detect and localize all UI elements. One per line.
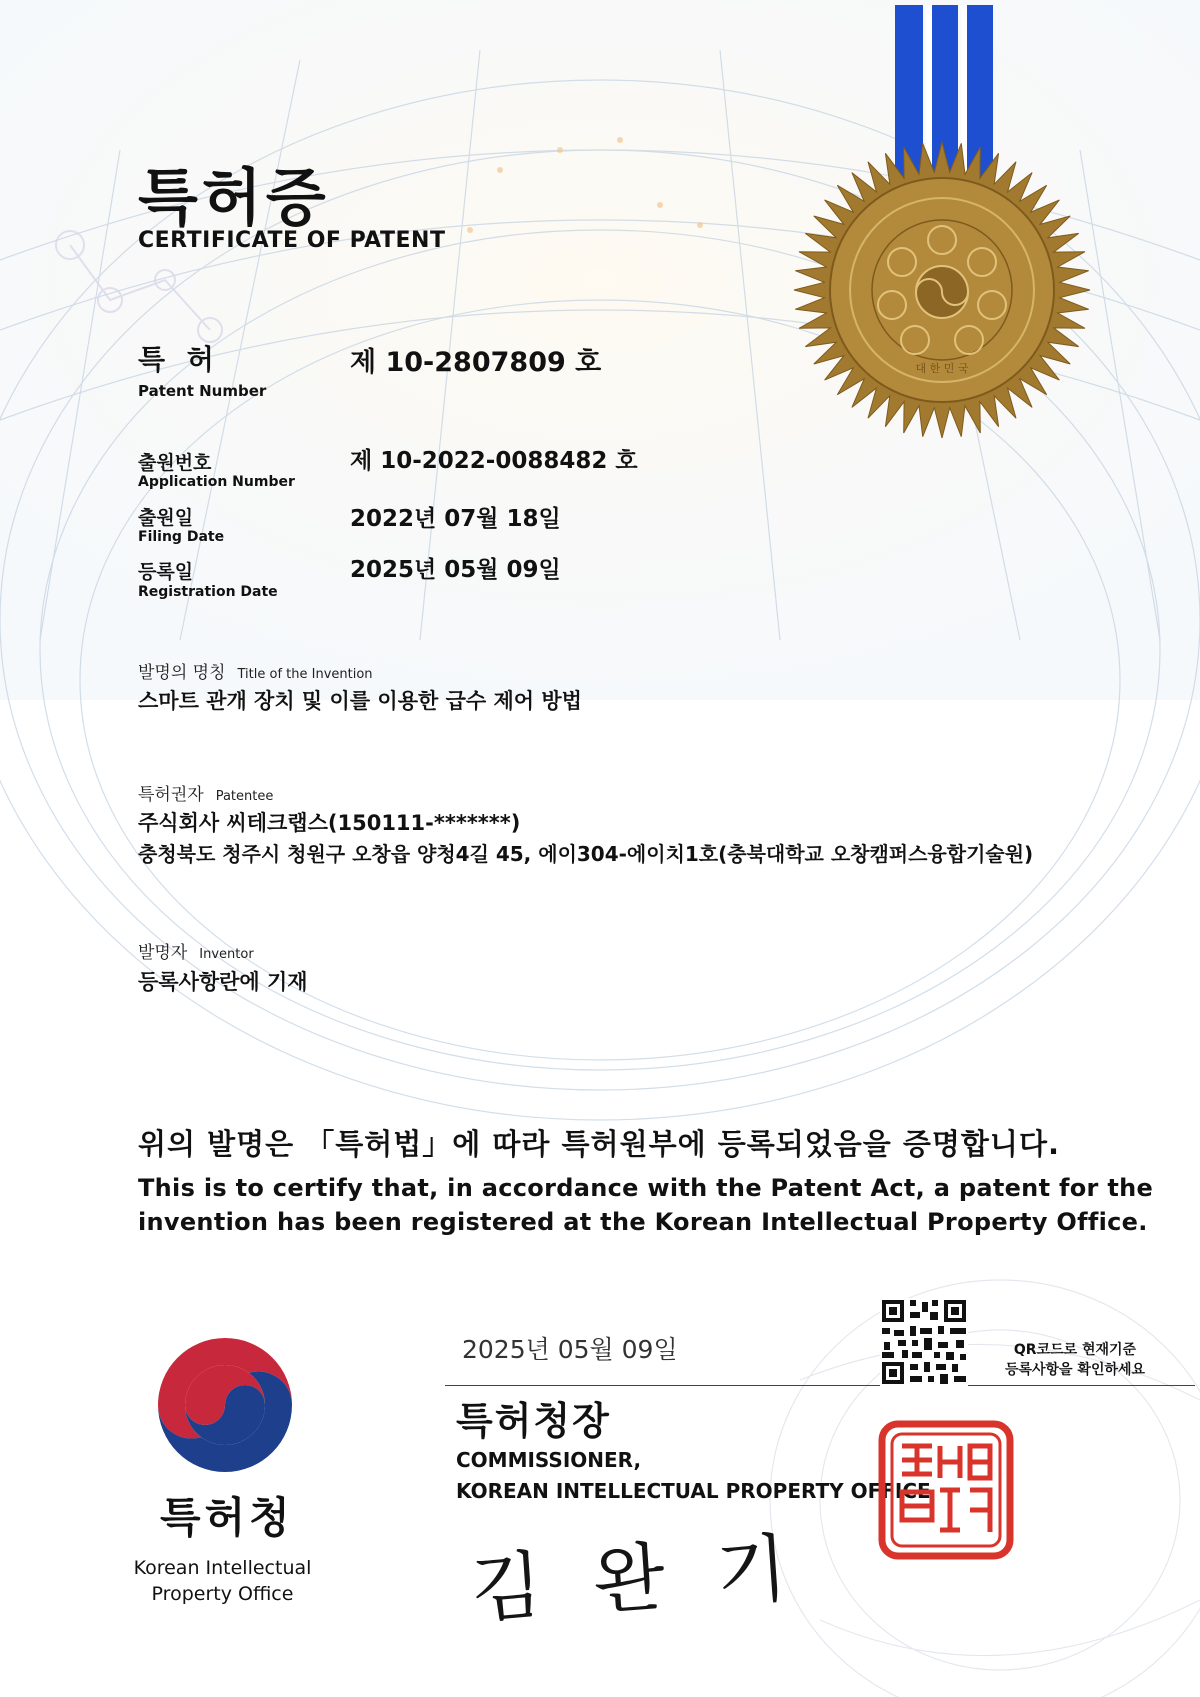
patentee-label-en: Patentee	[215, 789, 274, 804]
qr-instruction-line2: 등록사항을 확인하세요	[1004, 1362, 1146, 1378]
patentee-name: 주식회사 씨테크랩스(150111-*******)	[138, 811, 521, 835]
certificate-title-en: CERTIFICATE OF PATENT	[138, 228, 446, 253]
registration-date-value: 2025년 05월 09일	[350, 557, 561, 583]
taegeuk-logo-icon	[150, 1330, 300, 1480]
signature-divider	[445, 1385, 1195, 1386]
invention-title-value: 스마트 관개 장치 및 이를 이용한 급수 제어 방법	[138, 689, 582, 713]
inventor-label-ko: 발명자	[138, 943, 188, 963]
inventor-value: 등록사항란에 기재	[138, 970, 308, 994]
office-name-en	[120, 1555, 325, 1607]
application-number-label-en: Application Number	[138, 474, 295, 490]
patentee-label	[138, 780, 273, 805]
office-name-en-line1: Korean Intellectual	[133, 1557, 312, 1579]
inventor-label-en: Inventor	[199, 947, 254, 962]
patent-number-label-ko: 특 허	[138, 343, 220, 376]
qr-code-icon[interactable]	[880, 1298, 968, 1386]
official-stamp-icon	[878, 1420, 1014, 1560]
invention-title-label	[138, 658, 373, 683]
filing-date-label-ko: 출원일	[138, 507, 194, 529]
commissioner-signature: 김 완 기	[467, 1524, 805, 1634]
qr-instruction-line1: QR코드로 현재기준	[1013, 1342, 1137, 1358]
invention-title-label-en: Title of the Invention	[237, 667, 373, 682]
application-number-label-ko: 출원번호	[138, 452, 212, 474]
filing-date-value: 2022년 07월 18일	[350, 506, 561, 532]
commissioner-title-en-line1: COMMISSIONER,	[456, 1448, 642, 1472]
certification-text-en-line2: invention has been registered at the Korean Intellectual Property Office.	[138, 1208, 1148, 1236]
patent-number-value: 제 10-2807809 호	[350, 347, 602, 378]
certification-text-en-line1: This is to certify that, in accordance with the Patent Act, a patent for the	[138, 1174, 1154, 1202]
patent-number-label-en: Patent Number	[138, 382, 267, 400]
commissioner-title-en-line2: KOREAN INTELLECTUAL PROPERTY OFFICE	[456, 1479, 931, 1503]
certification-text-ko: 위의 발명은 「특허법」에 따라 특허원부에 등록되었음을 증명합니다.	[138, 1127, 1060, 1161]
certificate-title-ko: 특허증	[138, 161, 330, 234]
registration-date-label-ko: 등록일	[138, 561, 194, 583]
commissioner-title-ko: 특허청장	[456, 1399, 611, 1443]
application-number-value: 제 10-2022-0088482 호	[350, 448, 638, 474]
invention-title-label-ko: 발명의 명칭	[138, 663, 226, 683]
inventor-label	[138, 938, 254, 963]
office-name-en-line2: Property Office	[151, 1583, 294, 1605]
medal-inscription: 대 한 민 국	[915, 362, 969, 375]
registration-date-label-en: Registration Date	[138, 584, 278, 600]
qr-instruction	[975, 1340, 1175, 1380]
patentee-address: 충청북도 청주시 청원구 오창읍 양청4길 45, 에이304-에이치1호(충북대학교 오창캠퍼스융합기술원)	[138, 842, 1034, 866]
patentee-label-ko: 특허권자	[138, 785, 204, 805]
issue-date: 2025년 05월 09일	[462, 1335, 678, 1364]
filing-date-label-en: Filing Date	[138, 529, 225, 545]
gold-medal-seal-icon	[790, 0, 1120, 460]
office-name-ko: 특허청	[160, 1493, 294, 1542]
